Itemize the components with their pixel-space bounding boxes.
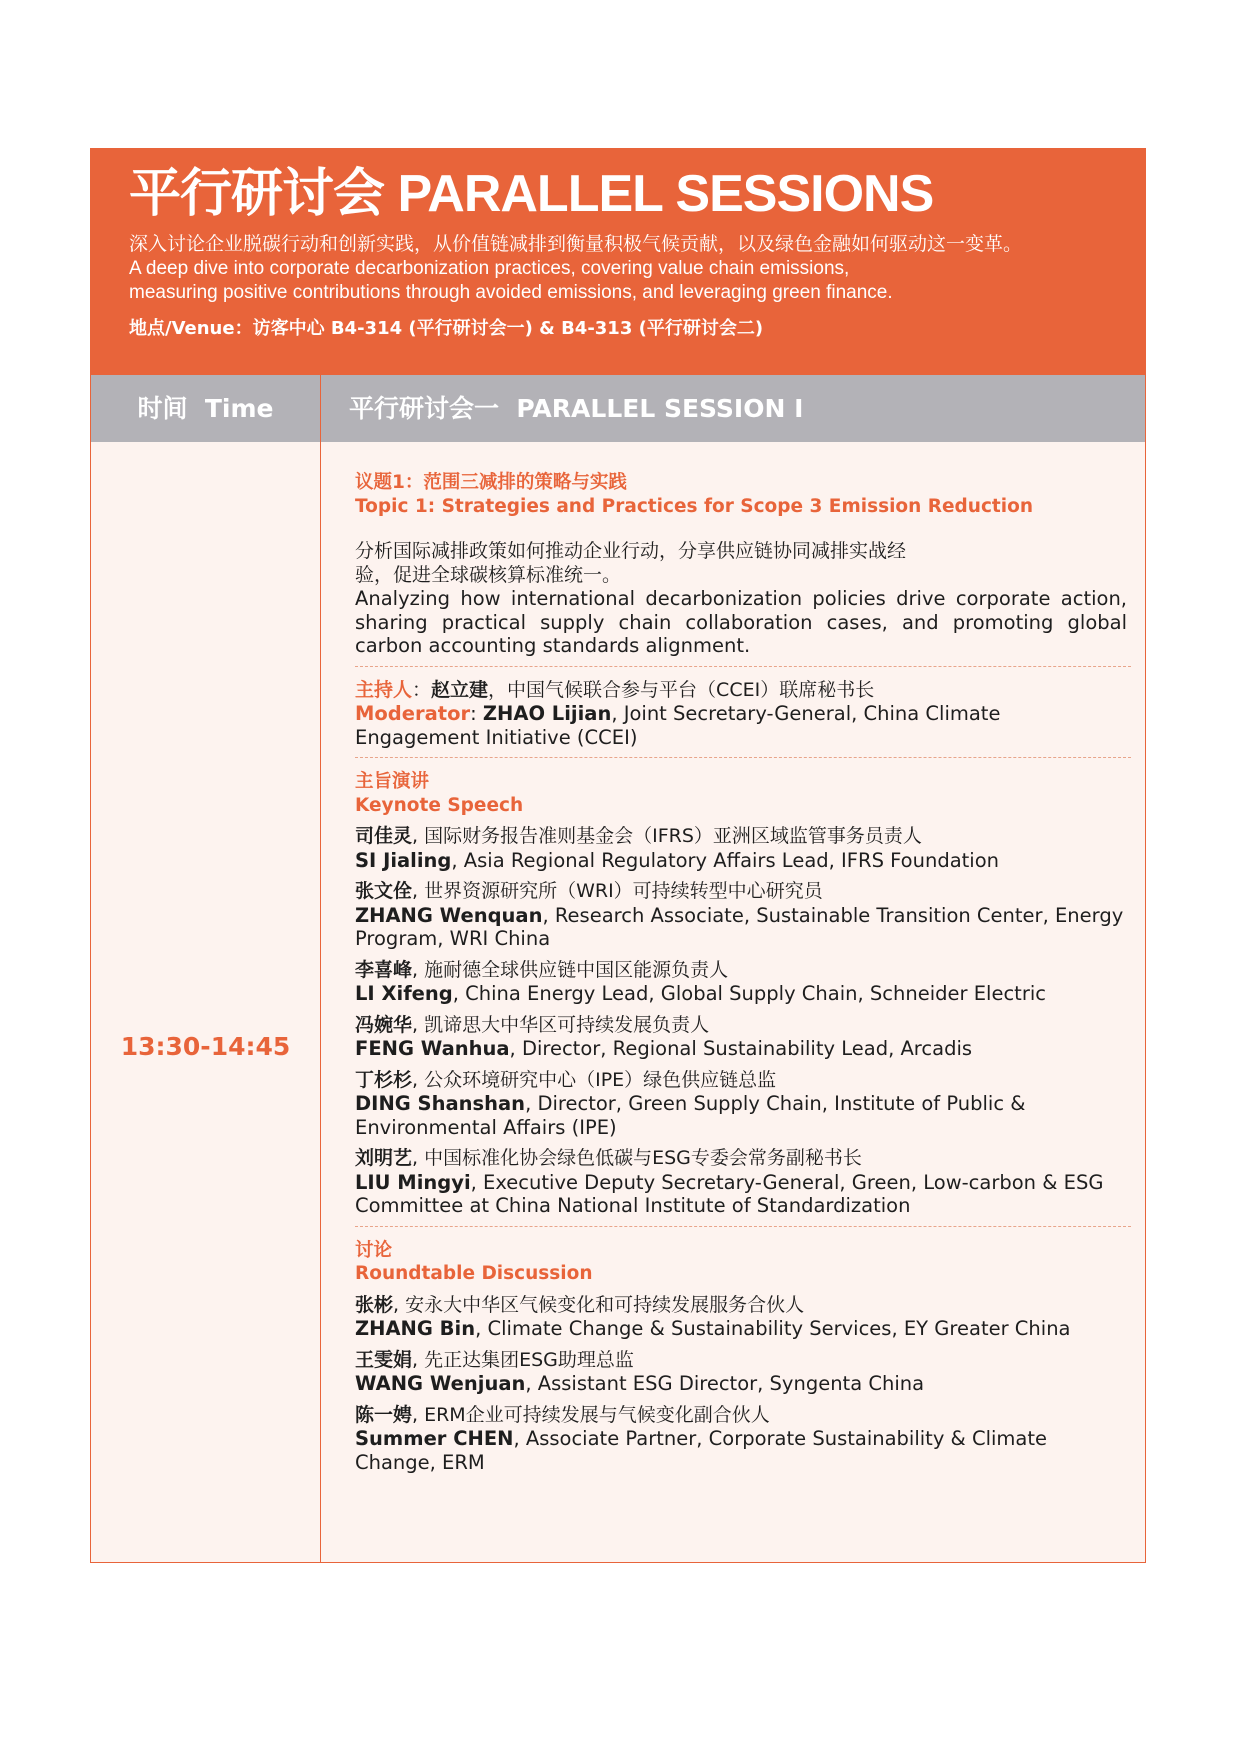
moderator-title-en: , Joint Secretary-General, China Climate Engagement Initiative (CCEI) [355,702,1001,749]
speaker-name-en: DING Shanshan [355,1092,526,1115]
speaker-item [355,1404,1127,1475]
speaker-item [355,825,1127,872]
divider [355,666,1131,667]
speaker-item [355,959,1127,1006]
moderator-label-cn: 主持人 [355,678,413,701]
speaker-title-cn: , ERM企业可持续发展与气候变化副合伙人 [412,1403,770,1426]
session-time: 13:30-14:45 [120,1032,291,1061]
divider [355,757,1131,758]
speaker-name-en: LIU Mingyi [355,1170,471,1194]
moderator-cn [355,679,1127,703]
speaker-title-cn: , 安永大中华区气候变化和可持续发展服务合伙人 [393,1293,805,1316]
speaker-name-cn: 丁杉杉 [355,1068,413,1091]
speaker-title-cn: , 国际财务报告准则基金会（IFRS）亚洲区域监管事务员责人 [412,825,922,847]
description-cn: 深入讨论企业脱碳行动和创新实践，从价值链减排到衡量积极气候贡献，以及绿色金融如何驱动这一变革。 [129,234,1023,255]
speaker-name-en: ZHANG Wenquan [355,903,543,927]
keynote-title-cn: 主旨演讲 [355,771,430,792]
speaker-name-en: SI Jialing [355,848,452,872]
speaker-name-cn: 李喜峰 [355,958,413,981]
topic-title-en: Topic 1: Strategies and Practices for Scope 3 Emission Reduction [355,495,1033,517]
speaker-title-cn: , 施耐德全球供应链中国区能源负责人 [412,958,729,981]
description-en-line-1: A deep dive into corporate decarbonization practices, covering value chain emissions, [129,258,850,279]
speaker-name-cn: 刘明艺 [355,1147,413,1169]
speaker-name-cn: 王雯娟 [355,1348,413,1371]
moderator-sep-en: : [470,702,483,725]
keynote-block [355,770,1127,1218]
speaker-name-en: Summer CHEN [355,1427,514,1450]
speaker-item [355,1014,1127,1061]
roundtable-block [355,1239,1127,1475]
speaker-title-en: , Assistant ESG Director, Syngenta China [525,1372,925,1395]
keynote-title-en: Keynote Speech [355,794,524,816]
speaker-title-en: , China Energy Lead, Global Supply Chain, Schneider Electric [452,982,1046,1005]
speaker-title-en: , Research Associate, Sustainable Transition Center, Energy Program, WRI China [355,903,1124,950]
speaker-title-en: , Executive Deputy Secretary-General, Green, Low-carbon & ESG Committee at China National Institute of Standardization [355,1170,1104,1217]
speaker-name-cn: 陈一娉 [355,1403,413,1426]
speaker-title-en: , Associate Partner, Corporate Sustainability & Climate Change, ERM [355,1427,1048,1474]
time-column [91,442,321,1562]
speaker-item [355,880,1127,951]
moderator-name-cn: 赵立建 [431,678,489,701]
topic-desc-en: Analyzing how international decarbonization policies drive corporate action, sharing practical supply chain collaboration cases, and promoting global carbon accounting standards alignment. [355,587,1127,657]
speaker-item [355,1069,1127,1140]
session-header [91,149,1145,375]
speaker-item [355,1294,1127,1341]
table-header-row [91,375,1145,442]
speaker-item [355,1349,1127,1396]
venue-line: 地点/Venue：访客中心 B4-314 (平行研讨会一) & B4-313 (平行研讨会二) [129,318,764,339]
speaker-title-en: , Asia Regional Regulatory Affairs Lead, IFRS Foundation [451,848,999,872]
moderator-en [355,702,1127,749]
moderator-sep-cn: ： [412,678,432,701]
description-en-line-2: measuring positive contributions through avoided emissions, and leveraging green finance. [129,282,893,303]
speaker-name-en: ZHANG Bin [355,1317,476,1340]
speaker-name-en: LI Xifeng [355,982,453,1005]
divider [355,1226,1131,1227]
topic-desc-cn-2: 验，促进全球碳核算标准统一。 [355,563,622,586]
speaker-name-cn: 张文佺 [355,880,413,902]
moderator-label-en: Moderator [355,702,471,725]
speaker-name-en: WANG Wenjuan [355,1372,526,1395]
session-details [355,471,1127,1474]
speaker-title-en: , Director, Regional Sustainability Lead, Arcadis [509,1037,973,1060]
topic-description [355,540,1127,658]
topic-title-cn: 议题1：范围三减排的策略与实践 [355,472,627,493]
topic-block [355,471,1127,658]
session-frame [90,148,1146,1563]
speaker-name-cn: 司佳灵 [355,825,413,847]
moderator-block [355,679,1127,750]
topic-desc-cn-1: 分析国际减排政策如何推动企业行动，分享供应链协同减排实战经 [355,540,907,562]
speaker-name-cn: 冯婉华 [355,1013,413,1036]
speaker-title-cn: , 公众环境研究中心（IPE）绿色供应链总监 [412,1068,777,1091]
speaker-title-cn: , 先正达集团ESG助理总监 [412,1348,634,1371]
speaker-name-cn: 张彬 [355,1293,394,1316]
speaker-title-en: , Director, Green Supply Chain, Institute of Public & Environmental Affairs (IPE) [355,1092,1026,1139]
speaker-title-en: , Climate Change & Sustainability Services, EY Greater China [475,1317,1071,1340]
speaker-title-cn: , 世界资源研究所（WRI）可持续转型中心研究员 [412,880,823,902]
session-column-header: 平行研讨会一 PARALLEL SESSION I [349,394,804,423]
roundtable-title-cn: 讨论 [355,1239,393,1261]
page-title: 平行研讨会 PARALLEL SESSIONS [129,165,934,223]
speaker-item [355,1147,1127,1218]
speaker-title-cn: , 中国标准化协会绿色低碳与ESG专委会常务副秘书长 [412,1147,862,1169]
header-description [129,233,1107,305]
speaker-name-en: FENG Wanhua [355,1037,510,1060]
speaker-title-cn: , 凯谛思大中华区可持续发展负责人 [412,1013,710,1036]
time-column-header: 时间 Time [91,375,321,442]
moderator-name-en: ZHAO Lijian [482,702,612,725]
moderator-title-cn: ，中国气候联合参与平台（CCEI）联席秘书长 [488,678,875,701]
roundtable-title-en: Roundtable Discussion [355,1263,593,1284]
